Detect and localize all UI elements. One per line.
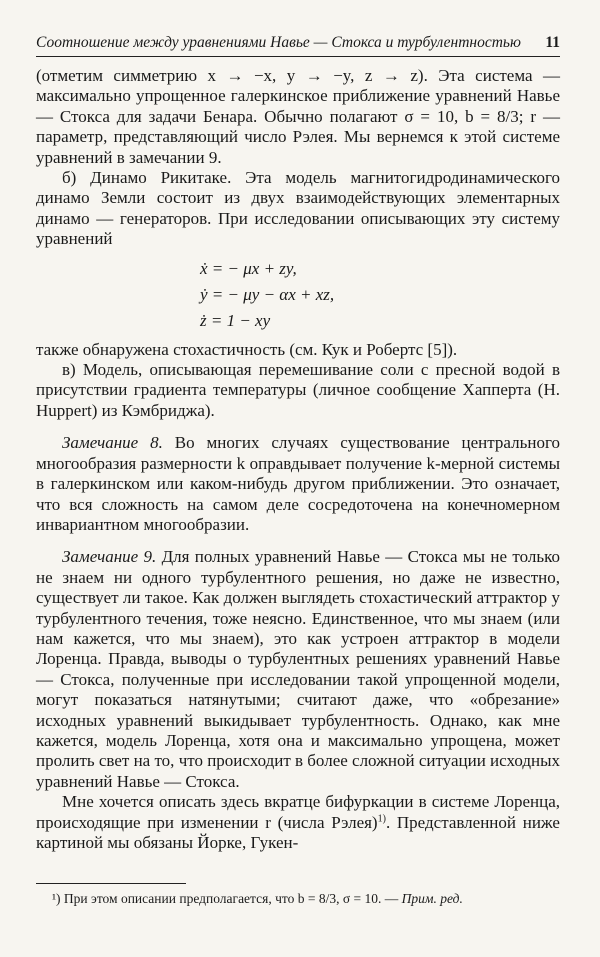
footnote-text: При этом описании предполагается, что b = 8/3, σ = 10. — [60,891,402,906]
footnote-ref: 1) [377,812,386,824]
footnote-divider [36,883,186,884]
remark-9-label: Замечание 9. [62,547,157,567]
equation-line: ẏ = − μy − αx + xz, [200,284,335,304]
paragraph-rikitake: б) Динамо Рикитаке. Эта модель магнитогидродинамического динамо Земли состоит из двух взаимодействующих элементарных динамо — генераторов. При исследовании описывающих эту систему уравнений [36,168,560,249]
footnote-editor-note: Прим. ред. [401,891,463,906]
remark-9-text: Для полных уравнений Навье — Стокса мы не только не знаем ни одного турбулентного решения, но даже не известно, существует ли такое. Как должен выглядеть стохастический аттрактор у турбулентного течения, тоже неясно. Единственное, что мы знаем (или нам кажется, что мы знаем), это как устроен аттрактор в модели Лоренца. Правда, выводы о турбулентных решениях уравнений Навье — Стокса, полученные при исследовании такой упрощенной модели, могут показаться натянутыми; считают даже, что «обрезание» исходных уравнений выкидывает турбулентность. Однако, как мне кажется, модель Лоренца, хотя она и максимально упрощена, может пролить свет на то, что происходит в более сложной ситуации исходных уравнений Навье — Стокса. [36,547,560,791]
page-number: 11 [545,34,560,51]
bifurcations-tail: . Представленной ниже картиной мы обязаны Йорке, Гукен- [36,812,560,852]
equation-line: ż = 1 − xy [200,310,271,330]
paragraph-bifurcations [36,792,560,853]
paragraph-salt-model: в) Модель, описывающая перемешивание соли с пресной водой в присутствии градиента температуры (личное сообщение Хапперта (H. Huppert) из Кэмбриджа). [36,360,560,420]
paragraph-lorenz-note: (отметим симметрию x → −x, y → −y, z → z). Эта система — максимально упрощенное галеркинское приближение уравнений Навье — Стокса для задачи Бенара. Обычно полагают σ = 10, b = 8/3; r — параметр, представляющий число Рэлея. Мы вернемся к этой системе уравнений в замечании 9. [36,66,560,167]
running-title: Соотношение между уравнениями Навье — Стокса и турбулентностью [36,34,521,51]
bifurcations-text: Мне хочется описать здесь вкратце бифуркации в системе Лоренца, происходящие при изменении r (числа Рэлея) [36,792,560,832]
equation-line: ẋ = − μx + zy, [200,258,297,278]
rikitake-equations [200,256,560,334]
footnote [36,890,560,908]
footnote-marker: ¹) [52,891,61,906]
remark-8 [36,433,560,535]
page-body [36,66,560,853]
remark-8-text: Во многих случаях существование центрального многообразия размерности k оправдывает получение k-мерной системы в галеркинском или каком-нибудь другом приближении. Это означает, что вся сложность на самом деле сосредоточена на конечномерном инвариантном многообразии. [36,433,560,534]
remark-9 [36,547,560,792]
remark-8-label: Замечание 8. [62,433,163,453]
running-header [36,30,560,57]
paragraph-stochasticity: также обнаружена стохастичность (см. Кук и Робертс [5]). [36,339,458,359]
